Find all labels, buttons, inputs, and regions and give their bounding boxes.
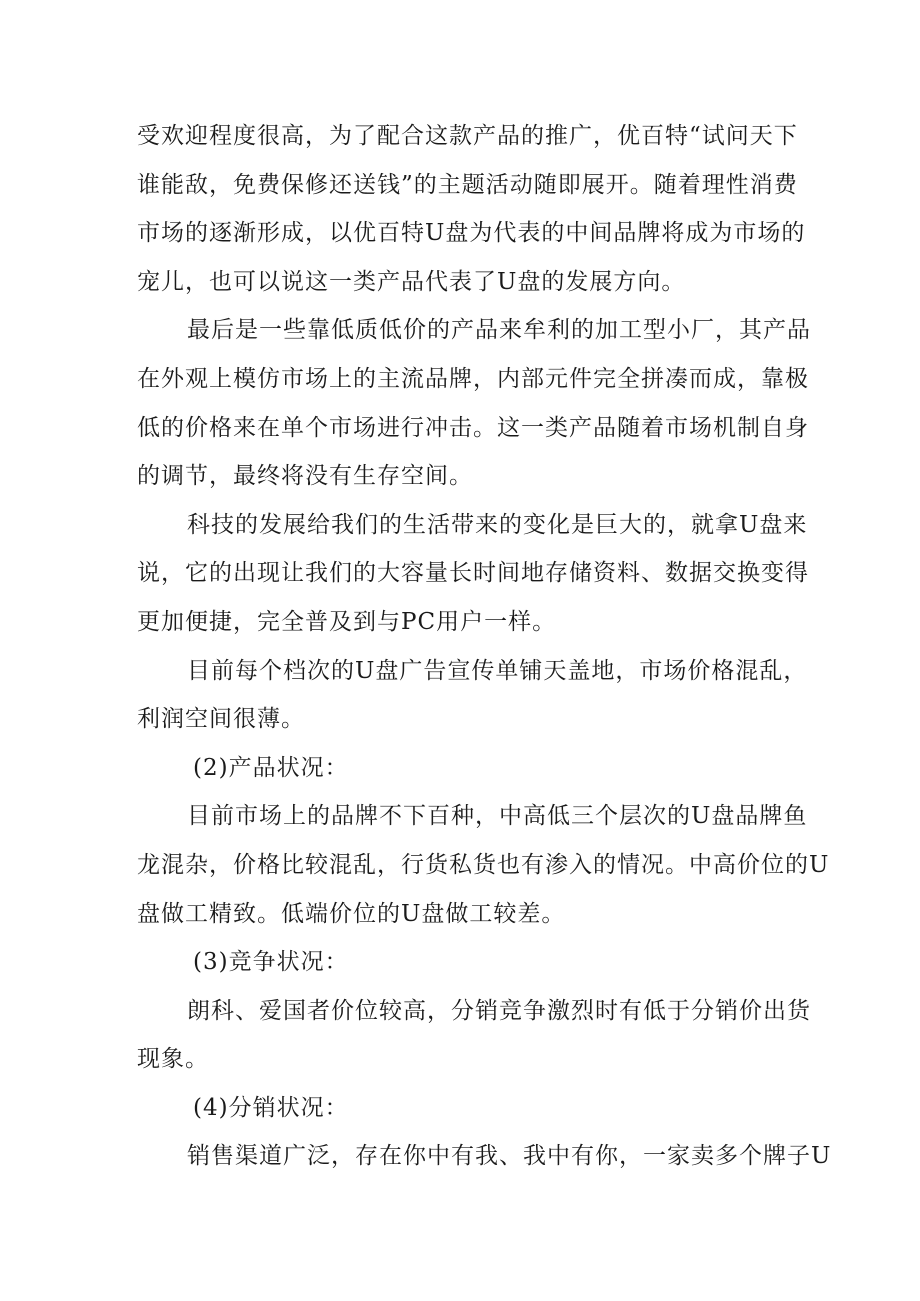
text-line: 低的价格来在单个市场进行冲击。这一类产品随着市场机制自身 [137, 414, 809, 441]
paragraph-first-line: 销售渠道广泛，存在你中有我、我中有你，一家卖多个牌子U [187, 1143, 832, 1170]
section-heading-distribution: (4)分销状况： [193, 1094, 349, 1121]
paragraph-first-line: 目前市场上的品牌不下百种，中高低三个层次的U盘品牌鱼 [187, 803, 808, 830]
text-line: 宠儿，也可以说这一类产品代表了U盘的发展方向。 [137, 268, 686, 295]
paragraph-first-line: 目前每个档次的U盘广告宣传单铺天盖地，市场价格混乱， [187, 657, 808, 684]
text-line: 谁能敌，免费保修还送钱”的主题活动随即展开。随着理性消费 [137, 171, 798, 198]
document-body [137, 112, 832, 1181]
text-line: 龙混杂，价格比较混乱，行货私货也有渗入的情况。中高价位的U [137, 851, 830, 878]
paragraph-first-line: 科技的发展给我们的生活带来的变化是巨大的，就拿U盘来 [187, 511, 808, 538]
text-line: 说，它的出现让我们的大容量长时间地存储资料、数据交换变得 [137, 560, 809, 587]
text-line: 利润空间很薄。 [137, 706, 305, 733]
text-line: 受欢迎程度很高，为了配合这款产品的推广，优百特“试问天下 [137, 123, 798, 149]
text-line: 现象。 [137, 1046, 209, 1073]
paragraph-first-line: 朗科、爱国者价位较高，分销竞争激烈时有低于分销价出货 [187, 997, 811, 1024]
paragraph-first-line: 最后是一些靠低质低价的产品来牟利的加工型小厂，其产品 [187, 317, 811, 344]
section-heading-product: (2)产品状况： [193, 754, 349, 781]
text-line: 的调节，最终将没有生存空间。 [137, 463, 473, 490]
text-line: 更加便捷，完全普及到与PC用户一样。 [137, 608, 557, 635]
text-line: 盘做工精致。低端价位的U盘做工较差。 [137, 900, 566, 927]
text-line: 在外观上模仿市场上的主流品牌，内部元件完全拼凑而成，靠极 [137, 365, 809, 392]
section-heading-competition: (3)竞争状况： [193, 949, 349, 976]
text-line: 市场的逐渐形成，以优百特U盘为代表的中间品牌将成为市场的 [137, 220, 806, 247]
